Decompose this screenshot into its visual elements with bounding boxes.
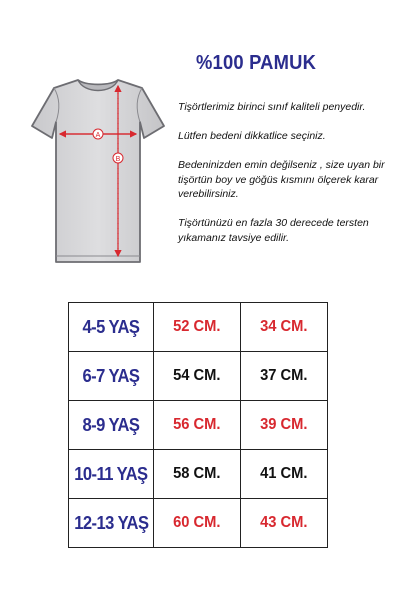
age-cell: 6-7 YAŞ [69, 352, 154, 401]
tshirt-diagram [26, 66, 170, 272]
chest-cell: 58 CM. [154, 450, 241, 499]
chest-cell: 60 CM. [154, 499, 241, 548]
age-cell: 10-11 YAŞ [69, 450, 154, 499]
marker-b-label: B [115, 156, 121, 163]
chest-cell: 52 CM. [154, 303, 241, 352]
age-cell: 8-9 YAŞ [69, 401, 154, 450]
table-row [69, 352, 328, 401]
description-washing: Tişörtünüzü en fazla 30 derecede tersten yıkamanız tavsiye edilir. [178, 217, 369, 244]
length-cell: 39 CM. [241, 401, 328, 450]
length-cell: 43 CM. [241, 499, 328, 548]
description-quality: Tişörtlerimiz birinci sınıf kaliteli penyedir. [178, 101, 366, 113]
tshirt-body [32, 80, 164, 262]
material-title: %100 PAMUK [196, 52, 317, 74]
table-row [69, 401, 328, 450]
chest-cell: 54 CM. [154, 352, 241, 401]
length-cell: 41 CM. [241, 450, 328, 499]
description-measure-tip: Bedeninizden emin değilseniz , size uyan bir tişörtün boy ve göğüs kısmını ölçerek karar verebilirsiniz. [178, 159, 385, 200]
marker-a-label: A [95, 132, 101, 139]
table-row [69, 499, 328, 548]
age-cell: 12-13 YAŞ [69, 499, 154, 548]
chest-cell: 56 CM. [154, 401, 241, 450]
age-cell: 4-5 YAŞ [69, 303, 154, 352]
size-table [68, 302, 328, 548]
length-cell: 34 CM. [241, 303, 328, 352]
table-row [69, 303, 328, 352]
length-cell: 37 CM. [241, 352, 328, 401]
table-row [69, 450, 328, 499]
description-choose-size: Lütfen bedeni dikkatlice seçiniz. [178, 130, 326, 142]
